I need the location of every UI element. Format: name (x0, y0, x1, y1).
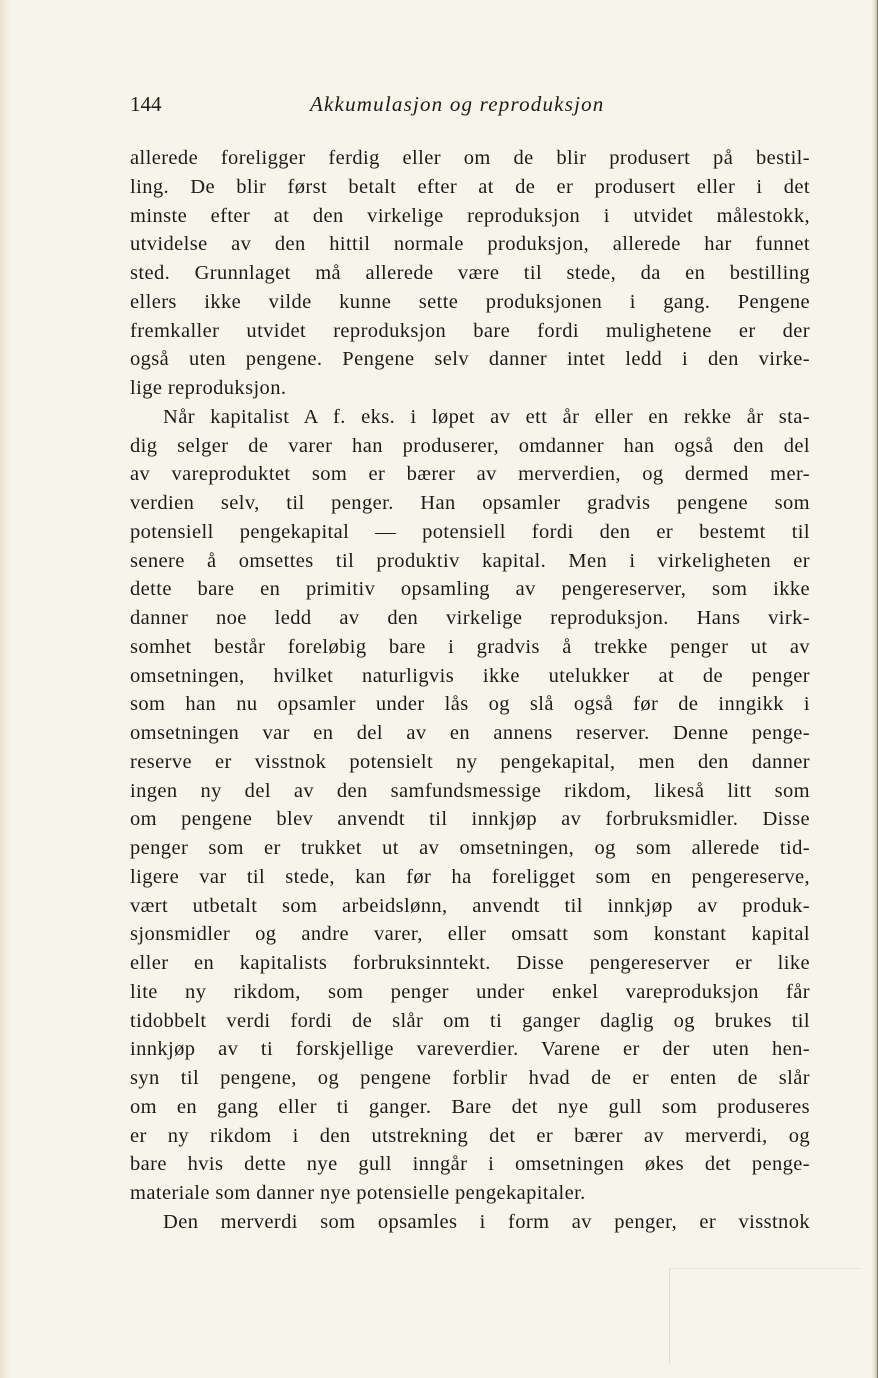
text-line: Når kapitalist A f. eks. i løpet av ett år eller en rekke år sta- (163, 405, 810, 428)
text-line: av vareproduktet som er bærer av merverdien, og dermed mer- (130, 463, 810, 486)
text-line: eller en kapitalists forbruksinntekt. Disse pengereserver er like (130, 952, 810, 974)
text-line: sjonsmidler og andre varer, eller omsatt som konstant kapital (130, 923, 810, 946)
page-edge-right (872, 0, 878, 1378)
text-line: om en gang eller ti ganger. Bare det nye gull som produseres (130, 1095, 810, 1118)
page-corner-mark (669, 1268, 860, 1364)
body-text (130, 144, 810, 1237)
text-line: omsetningen, hvilket naturligvis ikke utelukker at de penger (130, 664, 810, 687)
text-line: lige reproduksjon. (130, 377, 287, 399)
text-line: fremkaller utvidet reproduksjon bare fordi mulighetene er der (130, 319, 810, 342)
text-line: somhet består foreløbig bare i gradvis å trekke penger ut av (130, 635, 810, 658)
text-line: ligere var til stede, kan før ha foreligget som en pengereserve, (130, 865, 810, 888)
text-line: er ny rikdom i den utstrekning det er bærer av merverdi, og (130, 1124, 810, 1147)
text-line: ingen ny del av den samfundsmessige rikdom, likeså litt som (130, 779, 810, 802)
page-header (130, 92, 810, 120)
text-line: tidobbelt verdi fordi de slår om ti ganger daglig og brukes til (130, 1009, 810, 1032)
text-line: som han nu opsamler under lås og slå også før de inngikk i (130, 693, 810, 716)
text-line: ellers ikke vilde kunne sette produksjonen i gang. Pengene (130, 290, 810, 313)
text-line: ling. De blir først betalt efter at de er produsert eller i det (130, 175, 810, 198)
page-edge-left (0, 0, 10, 1378)
text-line: senere å omsettes til produktiv kapital. Men i virkeligheten er (130, 549, 810, 572)
text-line: også uten pengene. Pengene selv danner intet ledd i den virke- (130, 348, 810, 371)
running-head: Akkumulasjon og reproduksjon (310, 92, 605, 116)
text-line: syn til pengene, og pengene forblir hvad de er enten de slår (130, 1067, 810, 1089)
text-line: sted. Grunnlaget må allerede være til stede, da en bestilling (130, 262, 810, 284)
text-line: lite ny rikdom, som penger under enkel vareproduksjon får (130, 980, 810, 1003)
text-line: penger som er trukket ut av omsetningen, og som allerede tid- (130, 837, 810, 859)
text-line: verdien selv, til penger. Han opsamler gradvis pengene som (130, 492, 810, 514)
text-line: vært utbetalt som arbeidslønn, anvendt til innkjøp av produk- (130, 894, 810, 917)
text-line: allerede foreligger ferdig eller om de blir produsert på bestil- (130, 147, 810, 169)
text-line: dig selger de varer han produserer, omdanner han også den del (130, 434, 810, 457)
text-line: potensiell pengekapital — potensiell fordi den er bestemt til (130, 520, 810, 543)
text-line: minste efter at den virkelige reproduksjon i utvidet målestokk, (130, 204, 810, 227)
text-line: omsetningen var en del av en annens reserver. Denne penge- (130, 722, 810, 744)
text-line: Den merverdi som opsamles i form av penger, er visstnok (163, 1210, 810, 1233)
text-line: dette bare en primitiv opsamling av pengereserver, som ikke (130, 578, 810, 601)
text-line: innkjøp av ti forskjellige vareverdier. Varene er der uten hen- (130, 1038, 810, 1061)
text-line: utvidelse av den hittil normale produksjon, allerede har funnet (130, 233, 810, 256)
text-line: bare hvis dette nye gull inngår i omsetningen økes det penge- (130, 1153, 810, 1176)
text-line: om pengene blev anvendt til innkjøp av forbruksmidler. Disse (130, 808, 810, 831)
text-line: reserve er visstnok potensielt ny pengekapital, men den danner (130, 750, 810, 773)
page-number: 144 (130, 92, 162, 116)
text-line: materiale som danner nye potensielle pengekapitaler. (130, 1182, 586, 1204)
text-line: danner noe ledd av den virkelige reproduksjon. Hans virk- (130, 607, 810, 629)
